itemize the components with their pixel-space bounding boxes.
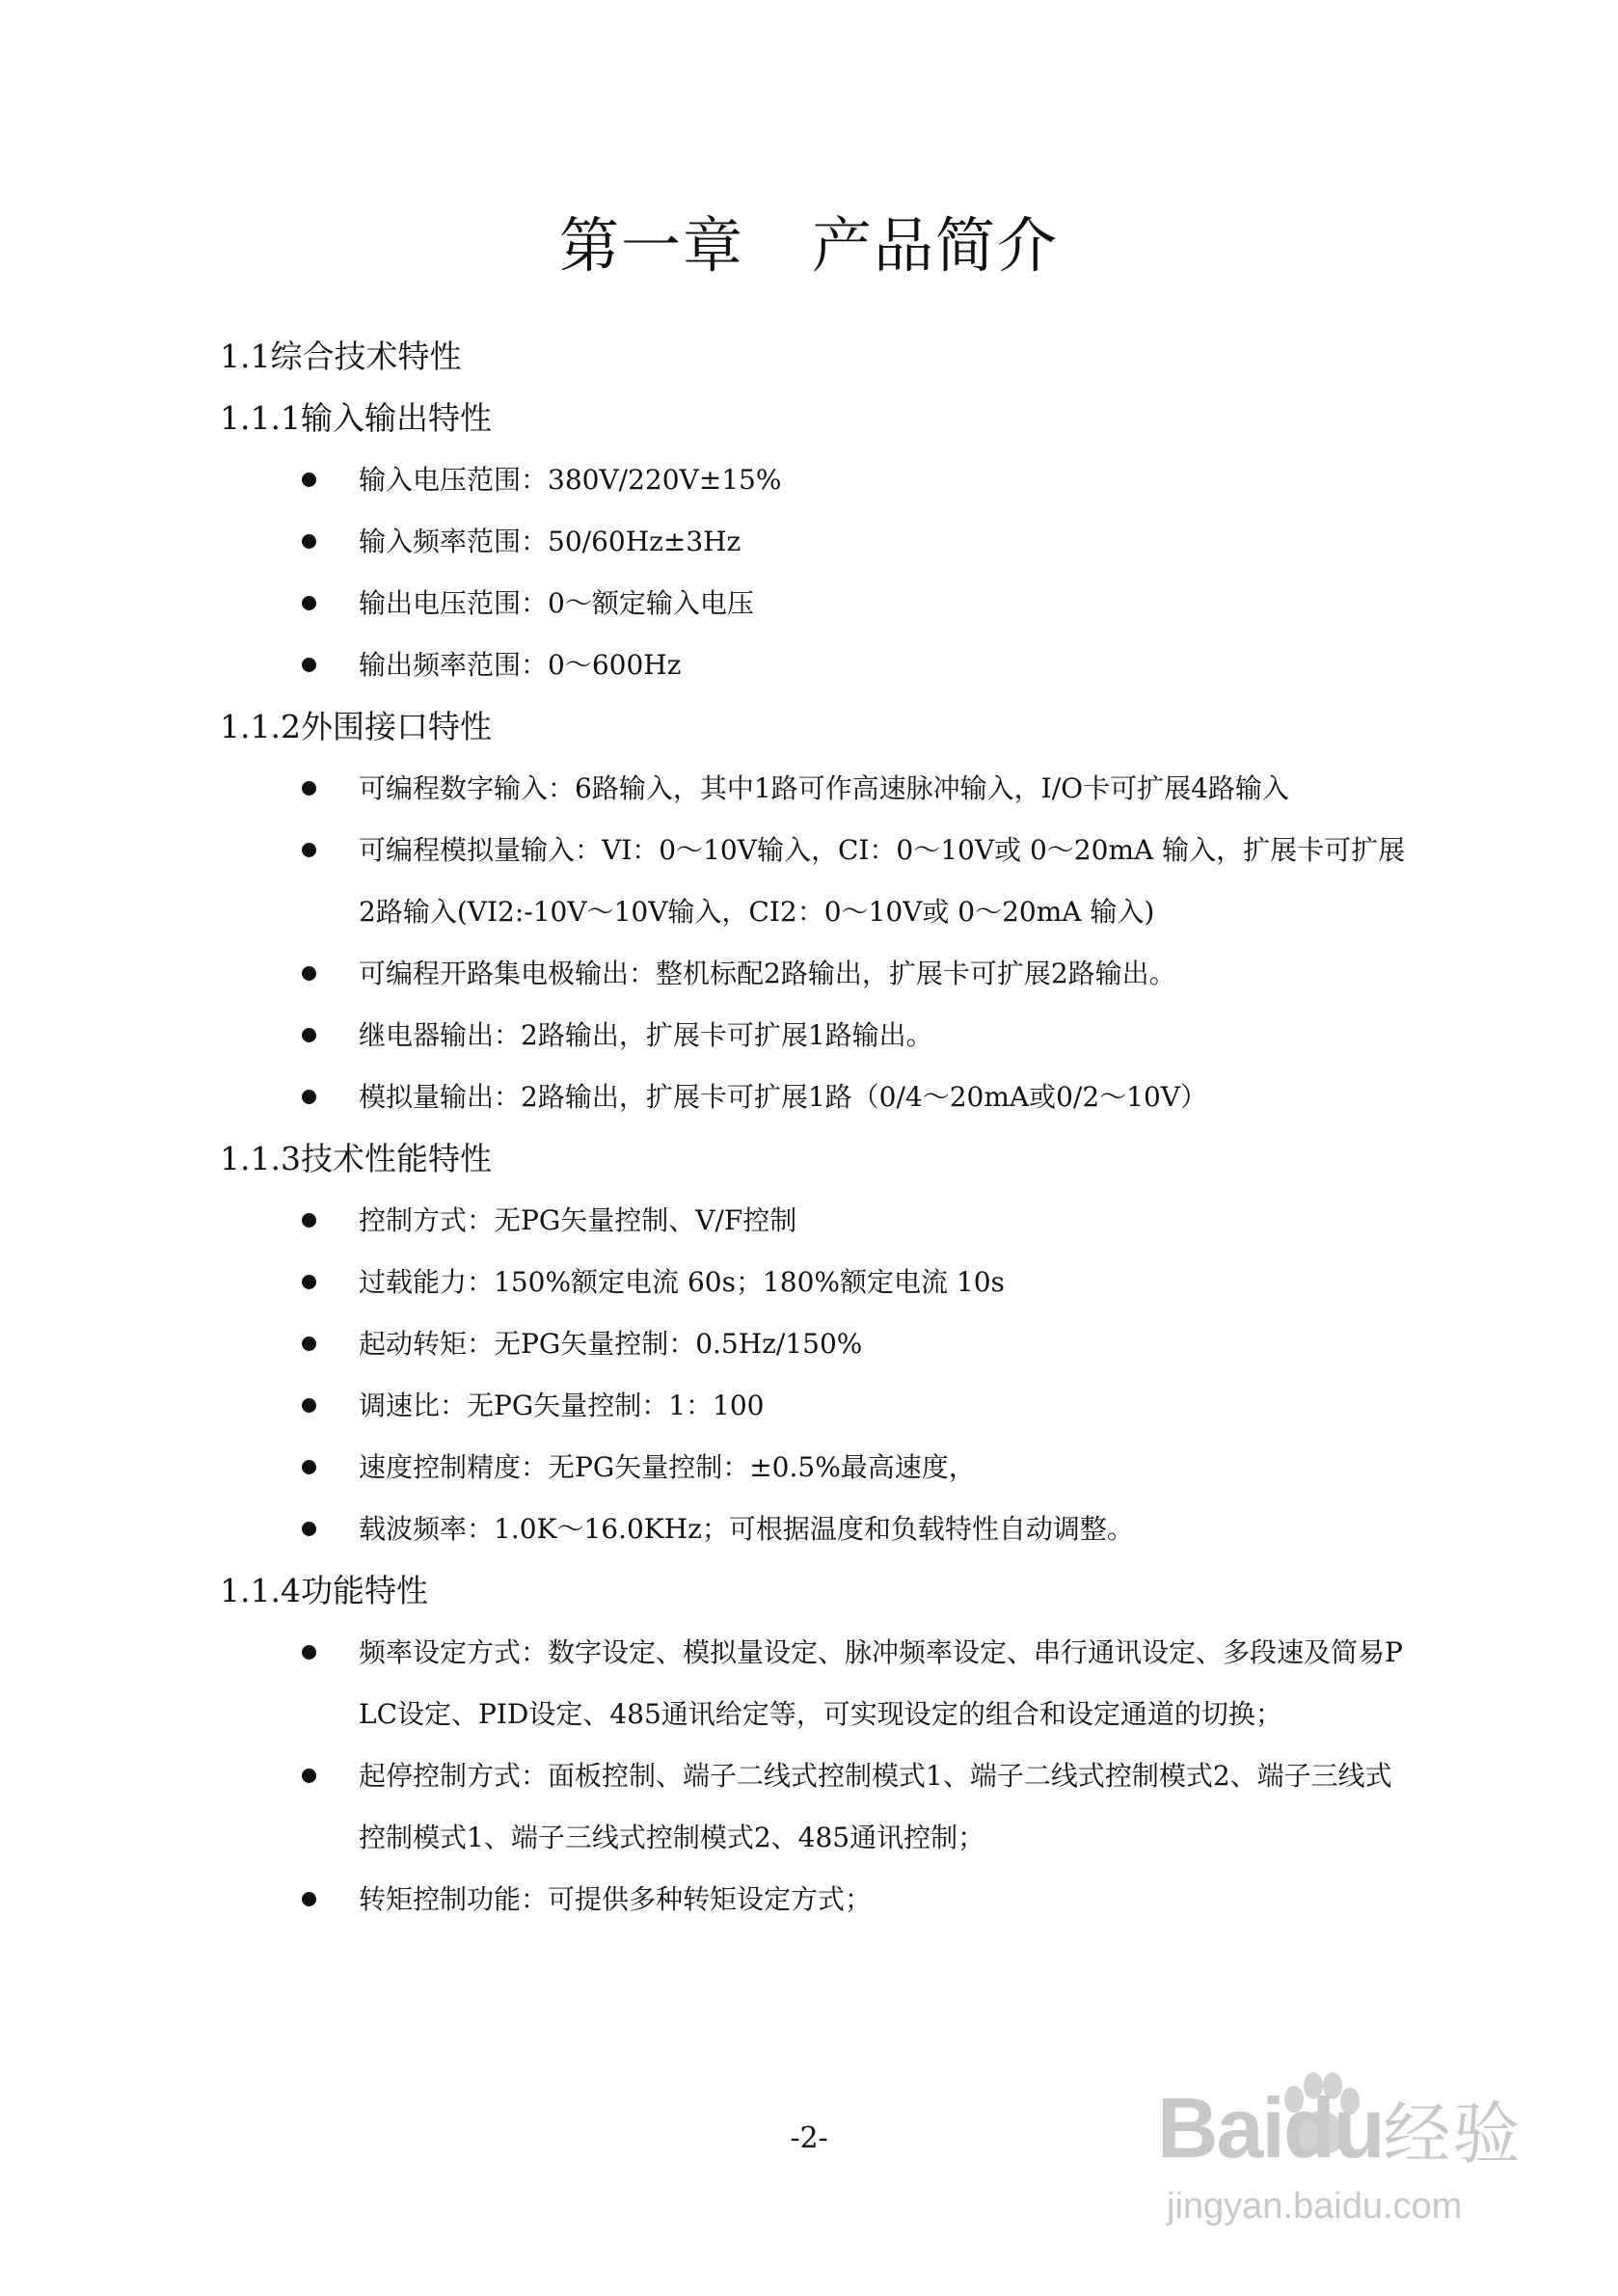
bullet-icon [302, 1769, 316, 1783]
list-item [220, 635, 1408, 696]
list-item [220, 1499, 1408, 1560]
bullet-icon [302, 1398, 316, 1413]
list-item [220, 573, 1408, 635]
list-item-text: 可编程数字输入：6路输入，其中1路可作高速脉冲输入，I/O卡可扩展4路输入 [359, 772, 1289, 804]
list-item-text: 可编程开路集电极输出：整机标配2路输出，扩展卡可扩展2路输出。 [359, 958, 1176, 989]
watermark-brand-name: Baidu [1157, 2080, 1384, 2175]
list-item [220, 1745, 1408, 1869]
page-number: -2- [790, 2121, 828, 2155]
list-item [220, 943, 1408, 1005]
list-item-text: 继电器输出：2路输出，扩展卡可扩展1路输出。 [359, 1019, 933, 1051]
list-item-text: 转矩控制功能：可提供多种转矩设定方式； [359, 1883, 873, 1915]
bullet-list [220, 758, 1408, 1128]
bullet-list [220, 449, 1408, 696]
list-item [220, 511, 1408, 573]
list-item-text: 调速比：无PG矢量控制：1：100 [359, 1390, 765, 1421]
list-item [220, 1869, 1408, 1931]
bullet-icon [302, 1645, 316, 1660]
list-item-text: 控制方式：无PG矢量控制、V/F控制 [359, 1204, 797, 1236]
list-item [220, 1005, 1408, 1067]
list-item [220, 1190, 1408, 1252]
chapter-name: 产品简介 [812, 210, 1060, 281]
chapter-title [0, 210, 1618, 282]
list-item-text: 输出电压范围：0～额定输入电压 [359, 587, 754, 619]
bullet-icon [302, 966, 316, 981]
bullet-icon [302, 1337, 316, 1351]
list-item [220, 1437, 1408, 1499]
bullet-icon [302, 534, 316, 549]
bullet-list [220, 1190, 1408, 1560]
list-item-text: 起停控制方式：面板控制、端子二线式控制模式1、端子二线式控制模式2、端子三线式控制模式1、端子三线式控制模式2、485通讯控制； [359, 1760, 1392, 1853]
bullet-icon [302, 596, 316, 610]
list-item-text: 速度控制精度：无PG矢量控制：±0.5%最高速度， [359, 1451, 976, 1483]
bullet-icon [302, 1090, 316, 1104]
bullet-icon [302, 1892, 316, 1906]
baidu-jingyan-watermark [1128, 2068, 1581, 2261]
list-item [220, 1313, 1408, 1375]
list-item-text: 输出频率范围：0～600Hz [359, 649, 682, 681]
list-item-text: 起动转矩：无PG矢量控制：0.5Hz/150% [359, 1328, 863, 1360]
bullet-icon [302, 473, 316, 487]
list-item [220, 1067, 1408, 1128]
list-item-text: 过载能力：150%额定电流 60s；180%额定电流 10s [359, 1266, 1005, 1298]
bullet-icon [302, 1213, 316, 1228]
list-item [220, 758, 1408, 820]
document-body [220, 326, 1408, 1931]
list-item-text: 模拟量输出：2路输出，扩展卡可扩展1路（0/4～20mA或0/2～10V） [359, 1081, 1208, 1113]
bullet-icon [302, 1522, 316, 1536]
watermark-suffix: 经验 [1383, 2096, 1523, 2172]
list-item-text: 可编程模拟量输入：VI：0～10V输入，CI：0～10V或 0～20mA 输入，扩展卡可扩展2路输入(VI2:-10V～10V输入，CI2：0～10V或 0～20mA 输入) [359, 834, 1406, 928]
bullet-icon [302, 781, 316, 796]
list-item-text: 频率设定方式：数字设定、模拟量设定、脉冲频率设定、串行通讯设定、多段速及简易PLC设定、PID设定、485通讯给定等，可实现设定的组合和设定通道的切换； [359, 1636, 1403, 1730]
section-heading: 1.1.1输入输出特性 [220, 399, 492, 437]
list-item [220, 820, 1408, 943]
list-item [220, 449, 1408, 511]
list-item-text: 输入频率范围：50/60Hz±3Hz [359, 526, 742, 557]
section-heading: 1.1.3技术性能特性 [220, 1140, 492, 1177]
list-item [220, 1252, 1408, 1313]
section-heading: 1.1.4功能特性 [220, 1572, 428, 1609]
bullet-icon [302, 1028, 316, 1042]
list-item-text: 输入电压范围：380V/220V±15% [359, 464, 782, 496]
bullet-icon [302, 843, 316, 857]
watermark-brand [1157, 2080, 1523, 2175]
section-heading: 1.1综合技术特性 [220, 338, 462, 375]
bullet-list [220, 1622, 1408, 1931]
list-item [220, 1375, 1408, 1437]
list-item-text: 载波频率：1.0K～16.0KHz；可根据温度和负载特性自动调整。 [359, 1513, 1134, 1545]
chapter-number: 第一章 [558, 210, 744, 281]
list-item [220, 1622, 1408, 1745]
bullet-icon [302, 658, 316, 672]
bullet-icon [302, 1460, 316, 1474]
bullet-icon [302, 1275, 316, 1289]
section-heading: 1.1.2外围接口特性 [220, 708, 492, 745]
watermark-url: jingyan.baidu.com [1167, 2186, 1463, 2227]
